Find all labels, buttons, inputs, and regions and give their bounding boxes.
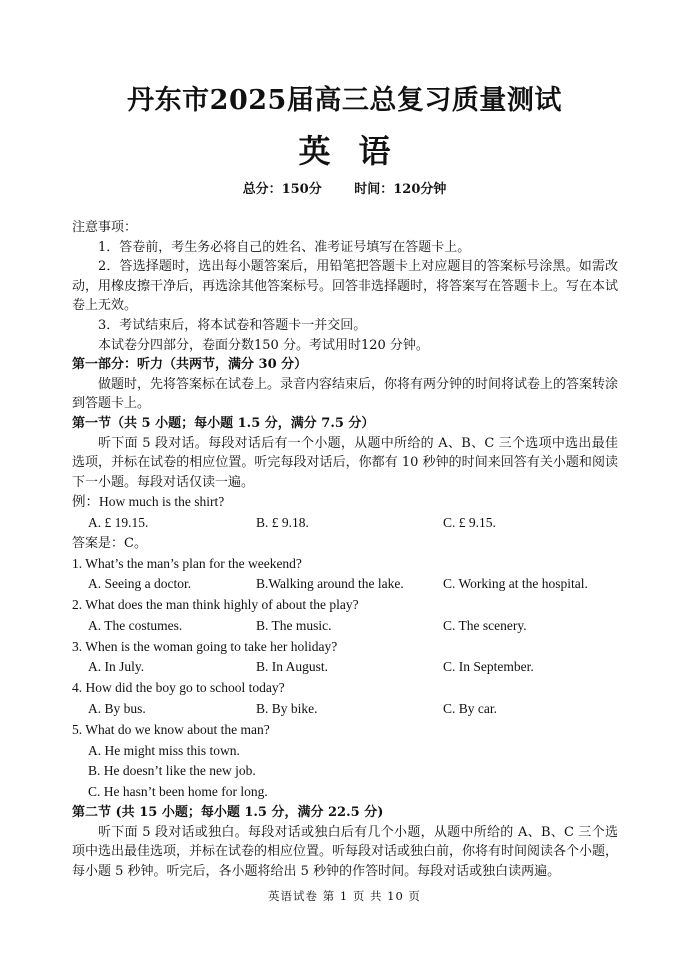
section1-heading: 第一节（共 5 小题；每小题 1.5 分，满分 7.5 分） (72, 415, 375, 431)
question-4: 4. How did the boy go to school today? (72, 680, 285, 696)
q5-option-c: C. He hasn’t been home for long. (88, 784, 268, 800)
q3-option-b: B. In August. (256, 659, 329, 675)
exam-time: 时间：120分钟 (354, 182, 447, 197)
q2-option-b: B. The music. (256, 617, 332, 633)
q2-option-a: A. The costumes. (88, 617, 183, 633)
q3-option-c: C. In September. (443, 659, 534, 675)
q4-option-a: A. By bus. (88, 701, 146, 717)
part1-heading: 第一部分：听力（共两节，满分 30 分） (72, 357, 308, 373)
question-5: 5. What do we know about the man? (72, 721, 270, 737)
example-option-a: A. £ 19.15. (88, 515, 149, 531)
q5-option-b: B. He doesn’t like the new job. (88, 763, 256, 779)
notice-item-4: 本试卷分四部分，卷面分数150 分。考试用时120 分钟。 (98, 337, 429, 353)
exam-body (72, 218, 618, 881)
part1-instruction: 做题时，先将答案标在试卷上。录音内容结束后，你将有两分钟的时间将试卷上的答案转涂到答题卡上。 (72, 376, 619, 412)
example-option-b: B. £ 9.18. (256, 515, 309, 531)
notice-item-3: 3．考试结束后，将本试卷和答题卡一并交回。 (98, 317, 367, 333)
example-question: 例：How much is the shirt? (72, 494, 225, 510)
example-answer: 答案是：C。 (72, 535, 147, 551)
q5-option-a: A. He might miss this town. (88, 742, 240, 758)
page-footer: 英语试卷 第 1 页 共 10 页 (268, 889, 421, 903)
notice-item-1: 1．答卷前，考生务必将自己的姓名、准考证号填写在答题卡上。 (98, 239, 471, 255)
example-options (72, 513, 618, 534)
question-3: 3. When is the woman going to take her holiday? (72, 638, 338, 654)
section2-heading: 第二节 (共 15 小题；每小题 1.5 分，满分 22.5 分) (72, 805, 384, 821)
exam-meta (0, 178, 689, 197)
question-3-options (72, 657, 618, 678)
section2-instruction: 听下面 5 段对话或独白。每段对话或独白后有几个小题，从题中所给的 A、B、C 三个选项中选出最佳选项，并标在试卷的相应位置。听每段对话或独白前，你将有时间阅读各个小题，每小题 5 秒钟。听完后，各小题将给出 5 秒钟的作答时间。每段对话或独白读两遍。 (72, 824, 619, 879)
question-1: 1. What’s the man’s plan for the weekend? (72, 555, 302, 571)
section1-instruction: 听下面 5 段对话。每段对话后有一个小题，从题中所给的 A、B、C 三个选项中选出最佳选项，并标在试卷的相应位置。听完每段对话后，你都有 10 秒钟的时间来回答有关小题和阅读下一小题。每段对话仅读一遍。 (72, 435, 618, 490)
q2-option-c: C. The scenery. (443, 617, 527, 633)
total-score: 总分：150分 (242, 182, 322, 197)
question-1-options (72, 574, 618, 595)
q1-option-a: A. Seeing a doctor. (88, 576, 192, 592)
q3-option-a: A. In July. (88, 659, 145, 675)
notice-item-2: 2．答选择题时，选出每小题答案后，用铅笔把答题卡上对应题目的答案标号涂黑。如需改动，用橡皮擦干净后，再选涂其他答案标号。回答非选择题时，将答案写在答题卡上。写在本试卷上无效。 (72, 259, 619, 314)
question-2: 2. What does the man think highly of about the play? (72, 597, 359, 613)
question-4-options (72, 699, 618, 720)
q1-option-b: B.Walking around the lake. (256, 576, 404, 592)
example-option-c: C. £ 9.15. (443, 515, 496, 531)
exam-title: 丹东市2025届高三总复习质量测试 (127, 85, 562, 116)
q1-option-c: C. Working at the hospital. (443, 576, 588, 592)
q4-option-c: C. By car. (443, 701, 497, 717)
question-2-options (72, 616, 618, 637)
notice-heading: 注意事项： (72, 220, 138, 235)
q4-option-b: B. By bike. (256, 701, 318, 717)
subject-title: 英语 (298, 132, 419, 170)
